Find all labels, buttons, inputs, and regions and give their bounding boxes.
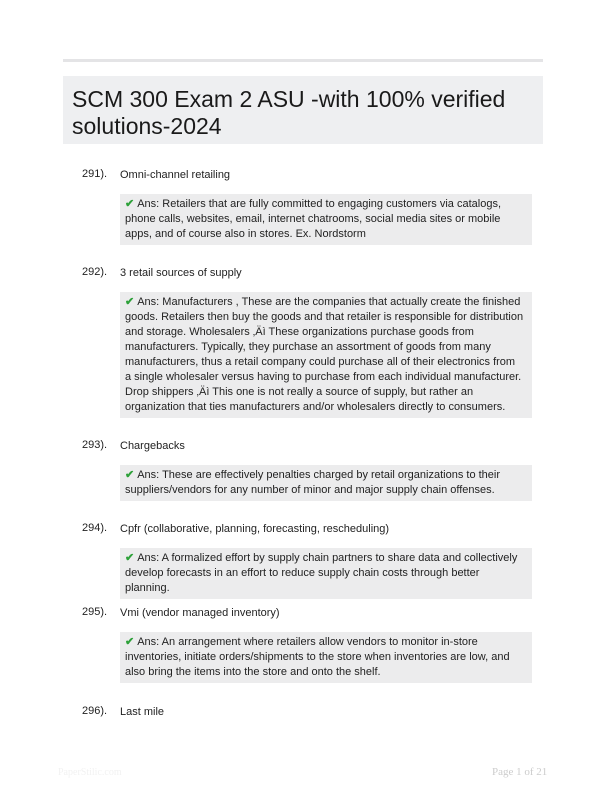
question-number: 292). [82,266,108,278]
answer-box [120,292,532,418]
question-number: 293). [82,439,108,451]
question-text: Omni-channel retailing [120,169,231,181]
answer-box [120,632,532,683]
answer-box [120,548,532,599]
page-number: Page 1 of 21 [492,766,548,778]
check-icon: ✔ [125,296,135,308]
check-icon: ✔ [125,636,135,648]
answer-text: Ans: An arrangement where retailers allow vendors to monitor in-store inventories, initiate orders/shipments to the store when inventories are low, and also bring the items into the store and onto the shelf. [125,636,510,678]
question-text: 3 retail sources of supply [120,267,242,279]
question-number: 296). [82,705,108,717]
question-number: 295). [82,606,108,618]
answer-text: Ans: A formalized effort by supply chain partners to share data and collectively develop forecasts in an effort to reduce supply chain costs through better planning. [125,552,518,594]
title-box [63,76,543,144]
check-icon: ✔ [125,552,135,564]
question-number: 291). [82,168,108,180]
question-text: Vmi (vendor managed inventory) [120,607,280,619]
question-text: Cpfr (collaborative, planning, forecasting, rescheduling) [120,523,390,535]
question-text: Last mile [120,706,165,718]
answer-box [120,194,532,245]
answer-box [120,465,532,501]
answer-text: Ans: These are effectively penalties charged by retail organizations to their suppliers/vendors for any number of minor and major supply chain offenses. [125,469,501,496]
question-text: Chargebacks [120,440,185,452]
footer-site: PaperStilic.com [58,767,122,778]
check-icon: ✔ [125,469,135,481]
check-icon: ✔ [125,198,135,210]
question-number: 294). [82,522,108,534]
answer-text: Ans: Manufacturers , These are the companies that actually create the finished goods. Retailers then buy the goods and that retailer is responsible for distribution and storage. Wholesalers ‚Äì These organizations purchase goods from manufacturers. Typically, they purchase an assortment of goods from many manufacturers, thus a retail company could purchase all of their electronics from a single wholesaler versus having to purchase from each individual manufacturer. Drop shippers ‚Äì This one is not really a source of supply, but rather an organization that ties manufacturers and/or wholesalers directly to consumers. [125,296,524,413]
page-title: SCM 300 Exam 2 ASU -with 100% verified solutions-2024 [72,86,506,139]
top-divider [63,59,543,62]
answer-text: Ans: Retailers that are fully committed to engaging customers via catalogs, phone calls, websites, email, internet chatrooms, social media sites or mobile apps, and of course also in stores. Ex. Nordstorm [125,198,502,240]
